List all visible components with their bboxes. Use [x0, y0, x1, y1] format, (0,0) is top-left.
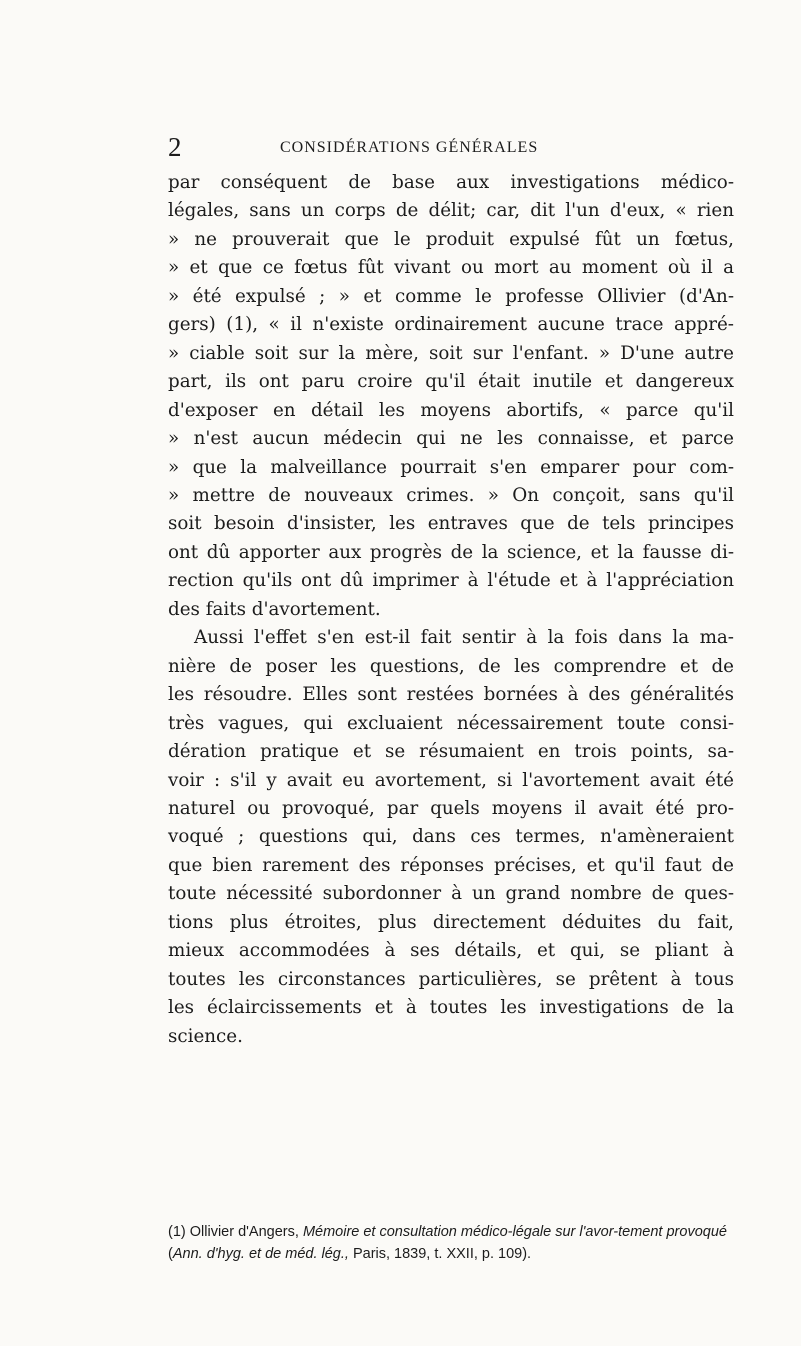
text-line: tions plus étroites, plus directement déduites du fait,: [168, 911, 734, 933]
text-line: toute nécessité subordonner à un grand nombre de ques-: [168, 883, 734, 905]
text-line: les éclaircissements et à toutes les investigations de la: [168, 997, 734, 1019]
footnote-author: Ollivier d'Angers,: [189, 1224, 299, 1240]
footnote-title: Mémoire et consultation médico-légale sur l'avor-tement provoqué: [302, 1224, 727, 1240]
text-line: d'exposer en détail les moyens abortifs, « parce qu'il: [168, 399, 734, 421]
page-number: 2: [168, 132, 182, 162]
text-line: » mettre de nouveaux crimes. » On conçoit, sans qu'il: [168, 484, 734, 506]
text-line: gers) (1), « il n'existe ordinairement aucune trace appré-: [168, 314, 734, 336]
footnote-details: Paris, 1839, t. XXII, p. 109).: [352, 1245, 532, 1262]
text-line: des faits d'avortement.: [168, 598, 381, 620]
text-line: » ne prouverait que le produit expulsé fût un fœtus,: [168, 228, 734, 250]
text-line: » et que ce fœtus fût vivant ou mort au moment où il a: [168, 257, 734, 279]
text-line: que bien rarement des réponses précises, et qu'il faut de: [168, 854, 734, 876]
text-line: naturel ou provoqué, par quels moyens il avait été pro-: [168, 797, 734, 819]
footnote-marker: (1): [168, 1224, 186, 1240]
text-line: mieux accommodées à ses détails, et qui, se pliant à: [168, 940, 734, 962]
text-line: par conséquent de base aux investigations médico-: [168, 172, 734, 193]
text-line: Aussi l'effet s'en est-il fait sentir à la fois dans la ma-: [194, 627, 734, 649]
text-line: » été expulsé ; » et comme le professe Ollivier (d'An-: [168, 285, 734, 307]
footnote: [168, 1222, 734, 1265]
paragraph-1: [168, 169, 734, 624]
text-line: voir : s'il y avait eu avortement, si l'avortement avait été: [168, 769, 734, 791]
text-line: soit besoin d'insister, les entraves que de tels principes: [168, 513, 734, 535]
text-line: légales, sans un corps de délit; car, dit l'un d'eux, « rien: [168, 200, 734, 222]
running-head: [0, 134, 801, 160]
footnote-open-paren: (: [168, 1245, 173, 1262]
text-line: part, ils ont paru croire qu'il était inutile et dangereux: [168, 371, 734, 393]
text-line: ont dû apporter aux progrès de la science, et la fausse di-: [168, 541, 734, 563]
text-line: science.: [168, 1025, 243, 1047]
chapter-title: CONSIDÉRATIONS GÉNÉRALES: [280, 139, 539, 156]
text-line: très vagues, qui excluaient nécessairement toute consi-: [168, 712, 734, 734]
text-line: » ciable soit sur la mère, soit sur l'enfant. » D'une autre: [168, 342, 734, 364]
text-line: » n'est aucun médecin qui ne les connaisse, et parce: [168, 428, 734, 450]
text-line: rection qu'ils ont dû imprimer à l'étude et à l'appréciation: [168, 570, 734, 592]
text-line: dération pratique et se résumaient en trois points, sa-: [168, 741, 734, 763]
text-line: » que la malveillance pourrait s'en emparer pour com-: [168, 456, 734, 478]
text-line: les résoudre. Elles sont restées bornées à des généralités: [168, 684, 734, 706]
text-line: toutes les circonstances particulières, se prêtent à tous: [168, 968, 734, 990]
body-text: [168, 169, 734, 1051]
paragraph-2: [168, 624, 734, 1051]
text-line: nière de poser les questions, de les comprendre et de: [168, 655, 734, 677]
footnote-journal: Ann. d'hyg. et de méd. lég.,: [172, 1245, 349, 1262]
text-line: voqué ; questions qui, dans ces termes, n'amèneraient: [168, 826, 734, 848]
